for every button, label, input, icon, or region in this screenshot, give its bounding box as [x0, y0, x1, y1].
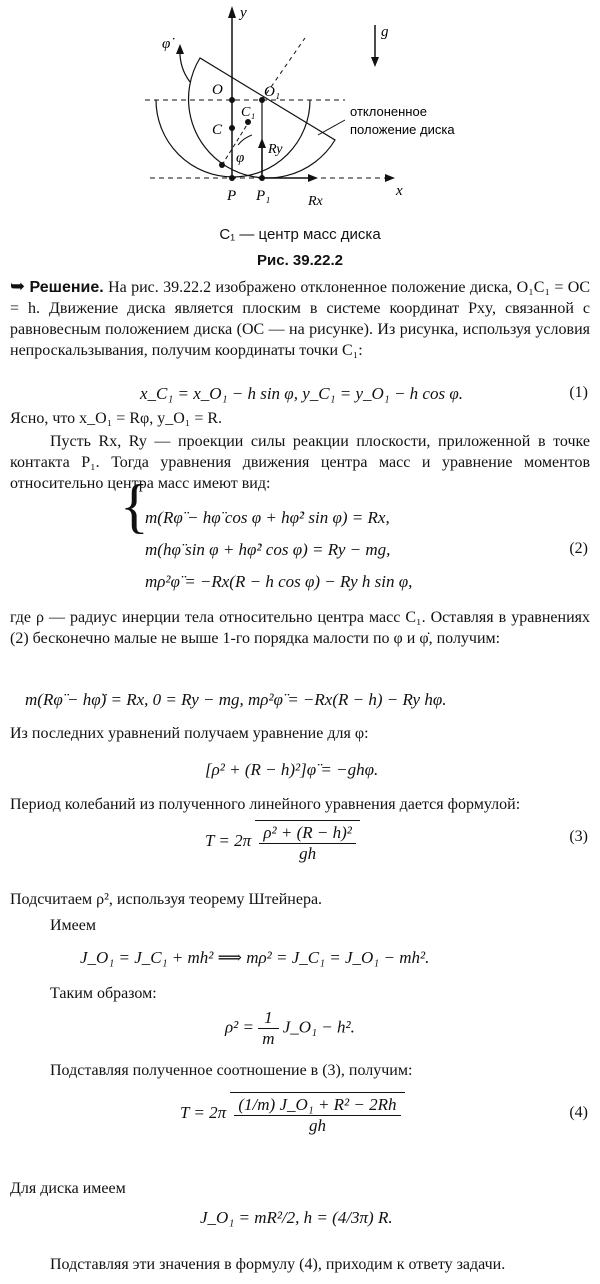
- label-deviated-2: положение диска: [350, 122, 455, 137]
- point-A: [219, 162, 225, 168]
- paragraph-6: Период колебаний из полученного линейного уравнения дается формулой:: [10, 796, 521, 813]
- Rx-arrowhead: [308, 174, 318, 182]
- eq4-denominator: gh: [308, 1116, 326, 1135]
- paragraph-10: Подставляя полученное соотношение в (3), получим:: [50, 1062, 413, 1079]
- label-P: P: [227, 188, 237, 204]
- rotation-arrowhead: [176, 44, 184, 54]
- equation-2-number: (2): [569, 540, 588, 557]
- paragraph-9: Таким образом:: [50, 985, 157, 1002]
- equation-1-number: (1): [569, 384, 588, 401]
- g-arrowhead: [371, 57, 379, 67]
- label-C1: C₁: [241, 105, 256, 120]
- equation-2c: mρ²φ̈ = −Rx(R − h cos φ) − Ry h sin φ,: [145, 572, 413, 591]
- label-O: O: [212, 82, 223, 98]
- left-brace: {: [120, 473, 149, 539]
- equation-2a: m(Rφ̈ − hφ̈ cos φ + hφ̇² sin φ) = Rx,: [145, 508, 390, 527]
- equation-4-number: (4): [569, 1104, 588, 1121]
- sqrt-4: [230, 1092, 404, 1136]
- eq-rho-numerator: 1: [258, 1008, 278, 1029]
- label-x: x: [396, 183, 403, 199]
- eq3-denominator: gh: [299, 844, 317, 863]
- paragraph-12: Подставляя эти значения в формулу (4), приходим к ответу задачи.: [50, 1256, 506, 1273]
- equilibrium-disk: [156, 100, 310, 177]
- equation-2b: m(hφ̈ sin φ + hφ̇² cos φ) = Ry − mg,: [145, 540, 391, 559]
- eq4-left: T = 2π: [180, 1102, 227, 1122]
- equation-disk: J_O₁ = mR²/2, h = (4/3π) R.: [200, 1208, 393, 1227]
- label-P1: P₁: [256, 188, 271, 204]
- paragraph-2: Ясно, что x_O₁ = Rφ, y_O₁ = R.: [10, 410, 223, 427]
- label-O1: O₁: [264, 84, 281, 100]
- paragraph-5: Из последних уравнений получаем уравнение для φ:: [10, 725, 369, 742]
- disk-diagram: [0, 0, 600, 230]
- solution-paragraph-1: [10, 276, 590, 361]
- label-g: g: [381, 24, 389, 40]
- paragraph-3: Пусть Rx, Ry — проекции силы реакции плоскости, приложенной в точке контакта P₁. Тогда уравнения движения центра масс и уравнение моментов относительно центра масс имеют вид:: [10, 433, 590, 492]
- rotation-arc: [180, 50, 190, 82]
- equation-steiner: J_O₁ = J_C₁ + mh² ⟹ mρ² = J_C₁ = J_O₁ − mh².: [80, 948, 430, 967]
- label-deviated-1: отклоненное: [350, 104, 427, 119]
- leader-line: [318, 120, 345, 135]
- point-C: [229, 125, 235, 131]
- equation-phi: [ρ² + (R − h)²]φ̈ = −ghφ.: [205, 760, 379, 779]
- figure-caption: C₁ — центр масс диска: [219, 226, 381, 243]
- label-phidot: φ̇: [162, 36, 171, 52]
- point-O: [229, 97, 235, 103]
- paragraph-1-text: На рис. 39.22.2 изображено отклоненное положение диска, O₁C₁ = OC = h. Движение диска является плоским в системе координат Pxy, связанной с равновесным положением диска (OC — на рисунке). Из рисунка, используя условия непроскальзывания, получим координаты точки C₁:: [10, 279, 591, 359]
- equation-3: [205, 820, 360, 864]
- eq3-left: T = 2π: [205, 830, 252, 850]
- equation-3-number: (3): [569, 828, 588, 845]
- sqrt-3: [255, 820, 360, 864]
- Ry-arrowhead: [258, 138, 266, 148]
- label-Ry: Ry: [268, 142, 283, 157]
- label-C: C: [212, 122, 223, 138]
- phi-arc: [238, 135, 252, 145]
- point-P: [229, 175, 235, 181]
- paragraph-4: где ρ — радиус инерции тела относительно центра масс C₁. Оставляя в уравнениях (2) бесконечно малые не выше 1-го порядка малости по φ и φ̇, получим:: [10, 609, 590, 647]
- paragraph-8: Имеем: [50, 917, 97, 934]
- label-Rx: Rx: [308, 194, 323, 209]
- figure-title: Рис. 39.22.2: [257, 252, 343, 269]
- eq-rho-left: ρ² =: [225, 1017, 254, 1037]
- arrow-right-icon: ➥: [10, 276, 26, 296]
- eq4-numerator: (1/m) J_O₁ + R² − 2Rh: [234, 1095, 400, 1116]
- paragraph-7: Подсчитаем ρ², используя теорему Штейнера.: [10, 891, 323, 908]
- eq-rho-denominator: m: [262, 1029, 275, 1048]
- paragraph-11: Для диска имеем: [10, 1180, 126, 1197]
- eq-rho-right: J_O₁ − h².: [282, 1017, 355, 1037]
- x-axis-arrow: [385, 174, 395, 182]
- equation-1: x_C₁ = x_O₁ − h sin φ, y_C₁ = y_O₁ − h cos φ.: [140, 384, 463, 403]
- label-y: y: [240, 5, 247, 21]
- y-axis-arrow: [228, 6, 236, 18]
- eq3-numerator: ρ² + (R − h)²: [259, 823, 356, 844]
- equation-rho: [225, 1008, 355, 1049]
- label-phi: φ: [236, 150, 245, 166]
- equation-4: [180, 1092, 405, 1136]
- linearized-equations: m(Rφ̈ − hφ̈) = Rx, 0 = Ry − mg, mρ²φ̈ = −Rx(R − h) − Ry hφ.: [25, 690, 447, 709]
- solution-heading: Решение.: [29, 279, 104, 296]
